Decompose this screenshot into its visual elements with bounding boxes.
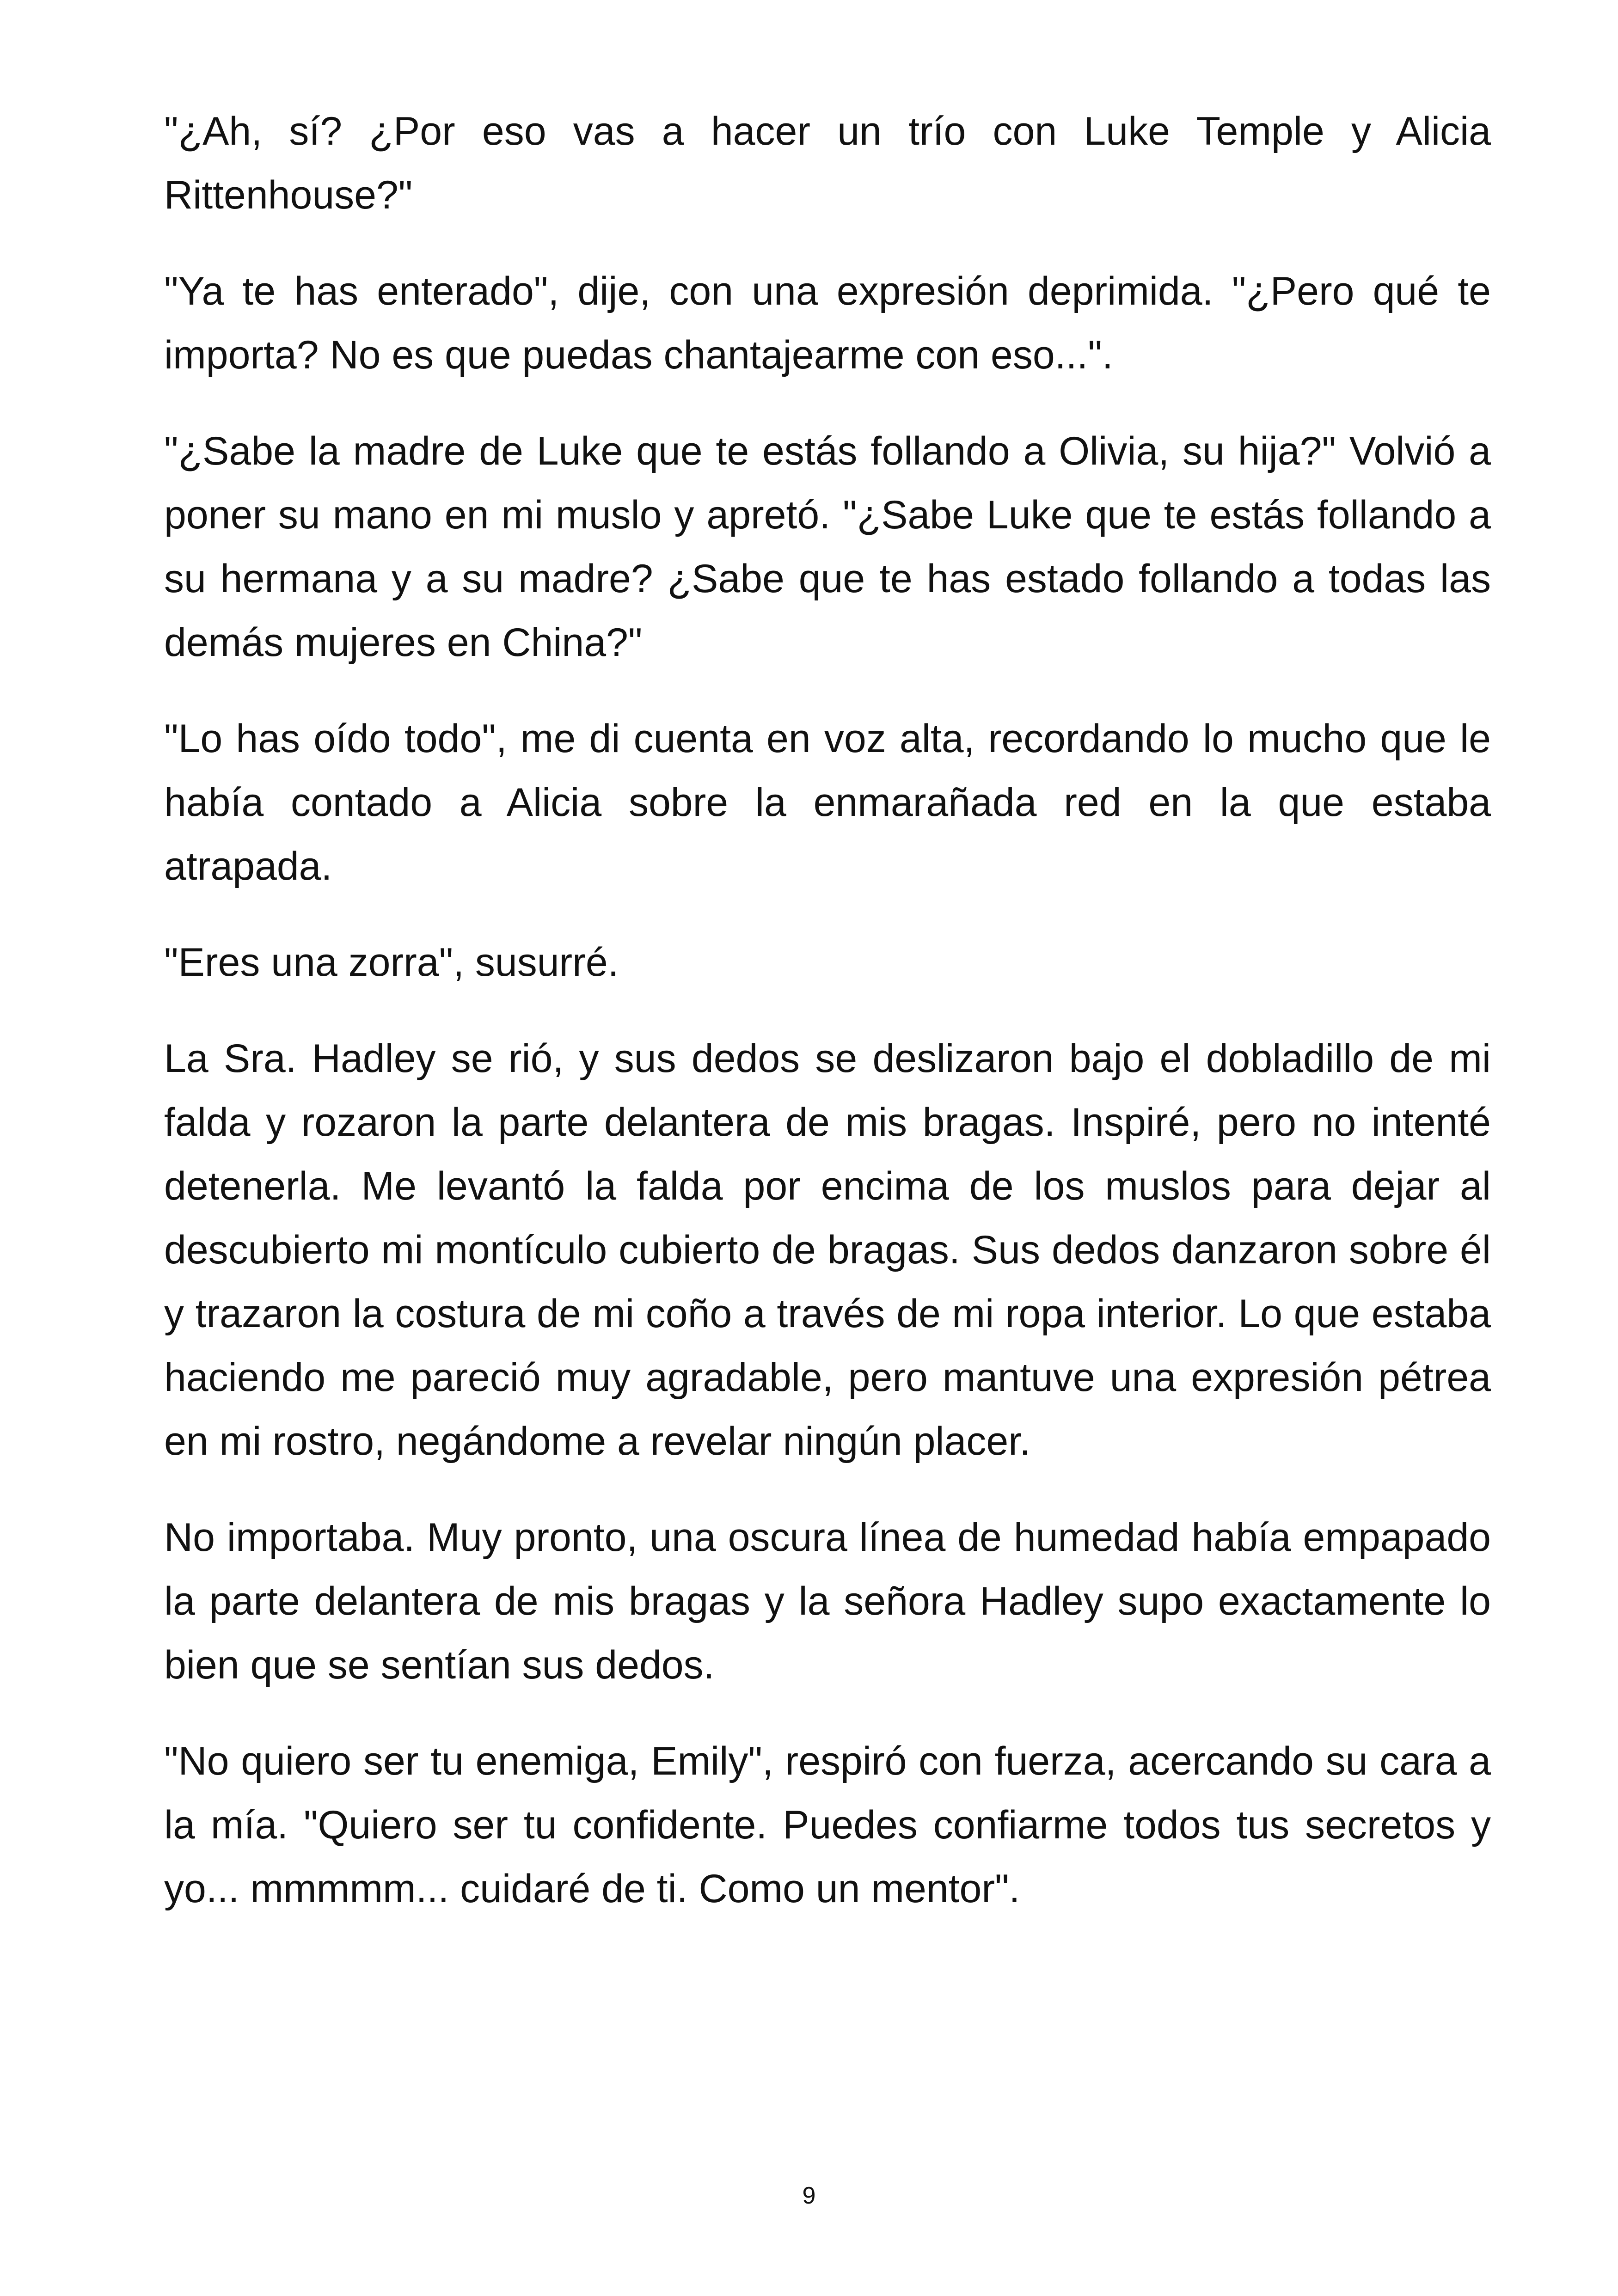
paragraph-8: "No quiero ser tu enemiga, Emily", respiró con fuerza, acercando su cara a la mía. "Quiero ser tu confidente. Puedes confiarme todos tus secretos y yo... mmmmm... cuidaré de ti. Como un mentor". (164, 1739, 1491, 1911)
paragraph-1: "¿Ah, sí? ¿Por eso vas a hacer un trío con Luke Temple y Alicia Rittenhouse?" (164, 109, 1491, 217)
paragraph-7: No importaba. Muy pronto, una oscura línea de humedad había empapado la parte delantera de mis bragas y la señora Hadley supo exactamente lo bien que se sentían sus dedos. (164, 1515, 1491, 1687)
paragraph-4: "Lo has oído todo", me di cuenta en voz alta, recordando lo mucho que le había contado a Alicia sobre la enmarañada red en la que estaba atrapada. (164, 716, 1491, 888)
body-text (164, 99, 1491, 1953)
paragraph-6: La Sra. Hadley se rió, y sus dedos se deslizaron bajo el dobladillo de mi falda y rozaron la parte delantera de mis bragas. Inspiré, pero no intenté detenerla. Me levantó la falda por encima de los muslos para dejar al descubierto mi montículo cubierto de bragas. Sus dedos danzaron sobre él y trazaron la costura de mi coño a través de mi ropa interior. Lo que estaba haciendo me pareció muy agradable, pero mantuve una expresión pétrea en mi rostro, negándome a revelar ningún placer. (164, 1036, 1491, 1463)
paragraph-2: "Ya te has enterado", dije, con una expresión deprimida. "¿Pero qué te importa? No es que puedas chantajearme con eso...". (164, 269, 1491, 377)
page-number: 9 (802, 2182, 816, 2209)
paragraph-5: "Eres una zorra", susurré. (164, 940, 619, 985)
paragraph-3: "¿Sabe la madre de Luke que te estás follando a Olivia, su hija?" Volvió a poner su mano en mi muslo y apretó. "¿Sabe Luke que te estás follando a su hermana y a su madre? ¿Sabe que te has estado follando a todas las demás mujeres en China?" (164, 429, 1491, 665)
